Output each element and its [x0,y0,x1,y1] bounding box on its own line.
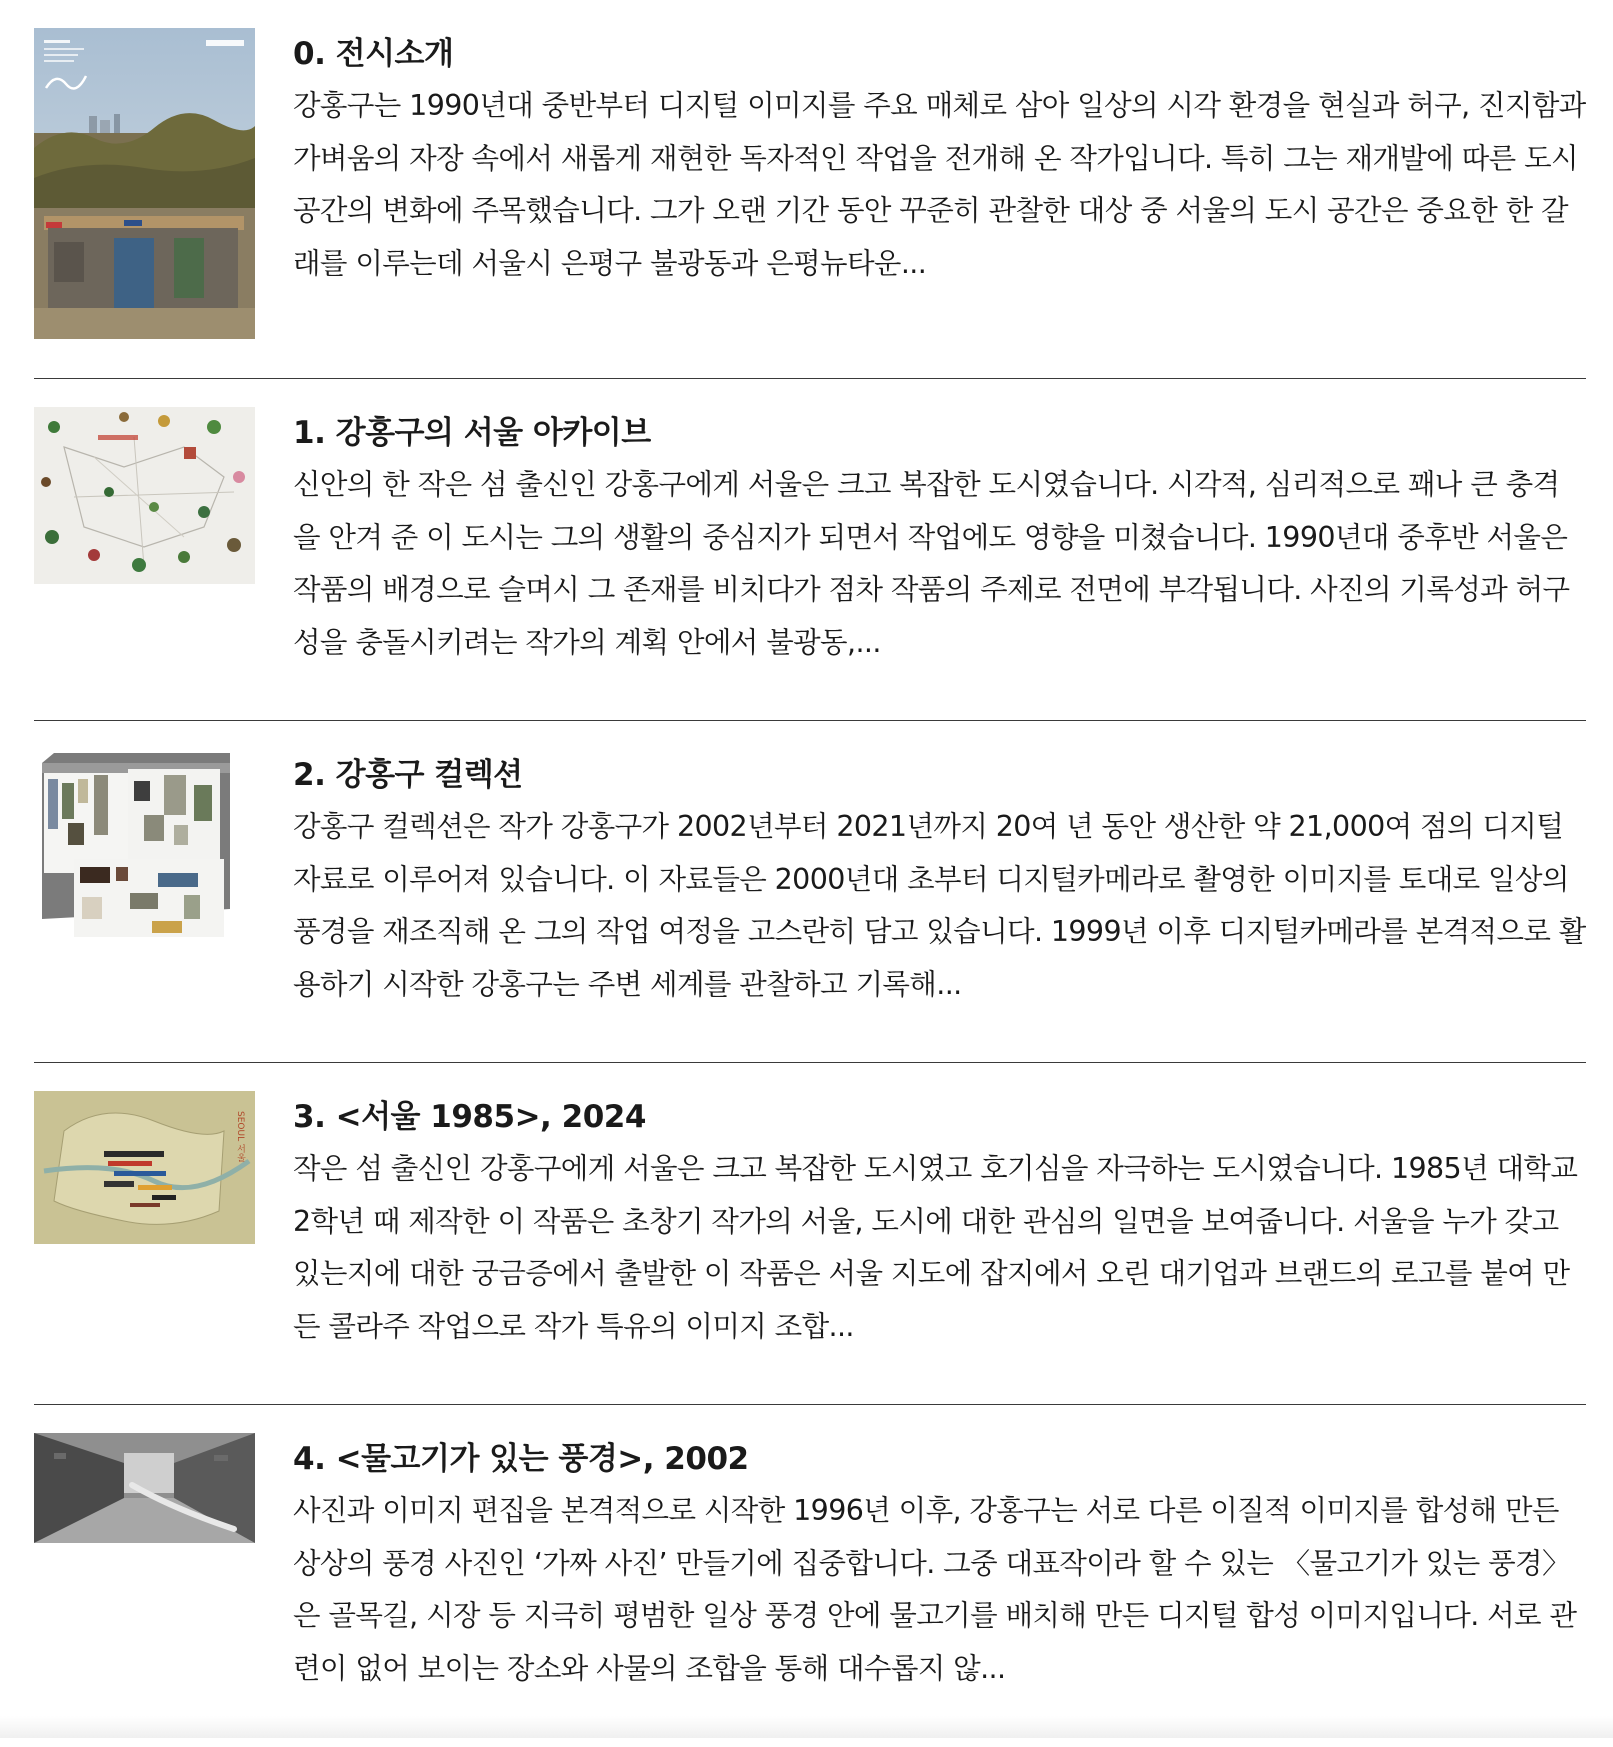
item-title[interactable]: 2. 강홍구 컬렉션 [293,757,523,793]
item-text [293,1091,1586,1353]
collection-thumbnail[interactable] [34,749,255,943]
exhibition-list [34,0,1586,1747]
thumb-seoul-label: SEOUL 서울 [235,1111,245,1162]
seoul-archive-thumbnail[interactable] [34,407,255,584]
item-title[interactable]: 0. 전시소개 [293,36,454,72]
seoul-archive-map-image [34,407,255,584]
seoul-1985-thumbnail[interactable] [34,1091,255,1244]
bottom-fade [0,1716,1613,1738]
item-text [293,1433,1586,1695]
list-item[interactable] [34,721,1586,1063]
item-description: 작은 섬 출신인 강홍구에게 서울은 크고 복잡한 도시였고 호기심을 자극하는 도시였습니다. 1985년 대학교 2학년 때 제작한 이 작품은 초창기 작가의 서울, 도시에 대한 관심의 일면을 보여줍니다. 서울을 누가 갖고 있는지에 대한 궁금증에서 출발한 이 작품은 서울 지도에 잡지에서 오린 대기업과 브랜드의 로고를 붙여 만든 콜라주 작업으로 작가 특유의 이미지 조합... [293,1152,1578,1343]
item-description: 사진과 이미지 편집을 본격적으로 시작한 1996년 이후, 강홍구는 서로 다른 이질적 이미지를 합성해 만든 상상의 풍경 사진인 ‘가짜 사진’ 만들기에 집중합니다. 그중 대표작이라 할 수 있는 〈물고기가 있는 풍경〉은 골목길, 시장 등 지극히 평범한 일상 풍경 안에 물고기를 배치해 만든 디지털 합성 이미지입니다. 서로 관련이 없어 보이는 장소와 사물의 조합을 통해 대수롭지 않... [293,1494,1577,1685]
list-item[interactable] [34,1063,1586,1405]
list-item[interactable] [34,0,1586,379]
fish-landscape-thumbnail[interactable] [34,1433,255,1543]
fish-landscape-photo-image [34,1433,255,1543]
item-text [293,28,1586,290]
item-title[interactable]: 3. <서울 1985>, 2024 [293,1099,646,1135]
item-description: 신안의 한 작은 섬 출신인 강홍구에게 서울은 크고 복잡한 도시였습니다. 시각적, 심리적으로 꽤나 큰 충격을 안겨 준 이 도시는 그의 생활의 중심지가 되면서 작업에도 영향을 미쳤습니다. 1990년대 중후반 서울은 작품의 배경으로 슬며시 그 존재를 비치다가 점차 작품의 주제로 전면에 부각됩니다. 사진의 기록성과 허구성을 충돌시키려는 작가의 계획 안에서 불광동,... [293,468,1570,659]
item-description: 강홍구 컬렉션은 작가 강홍구가 2002년부터 2021년까지 20여 년 동안 생산한 약 21,000여 점의 디지털 자료로 이루어져 있습니다. 이 자료들은 2000년대 초부터 디지털카메라로 촬영한 이미지를 토대로 일상의 풍경을 재조직해 온 그의 작업 여정을 고스란히 담고 있습니다. 1999년 이후 디지털카메라를 본격적으로 활용하기 시작한 강홍구는 주변 세계를 관찰하고 기록해... [293,810,1586,1001]
item-title[interactable]: 4. <물고기가 있는 풍경>, 2002 [293,1441,749,1477]
collection-display-image [34,749,255,943]
exhibition-poster-thumbnail[interactable] [34,28,255,339]
list-item[interactable] [34,379,1586,721]
exhibition-poster-image [34,28,255,339]
item-description: 강홍구는 1990년대 중반부터 디지털 이미지를 주요 매체로 삼아 일상의 시각 환경을 현실과 허구, 진지함과 가벼움의 자장 속에서 새롭게 재현한 독자적인 작업을 전개해 온 작가입니다. 특히 그는 재개발에 따른 도시 공간의 변화에 주목했습니다. 그가 오랜 기간 동안 꾸준히 관찰한 대상 중 서울의 도시 공간은 중요한 한 갈래를 이루는데 서울시 은평구 불광동과 은평뉴타운... [293,89,1586,280]
seoul-1985-collage-image [34,1091,255,1244]
item-title[interactable]: 1. 강홍구의 서울 아카이브 [293,415,651,451]
list-item[interactable] [34,1405,1586,1747]
item-text [293,407,1586,669]
item-text [293,749,1586,1011]
